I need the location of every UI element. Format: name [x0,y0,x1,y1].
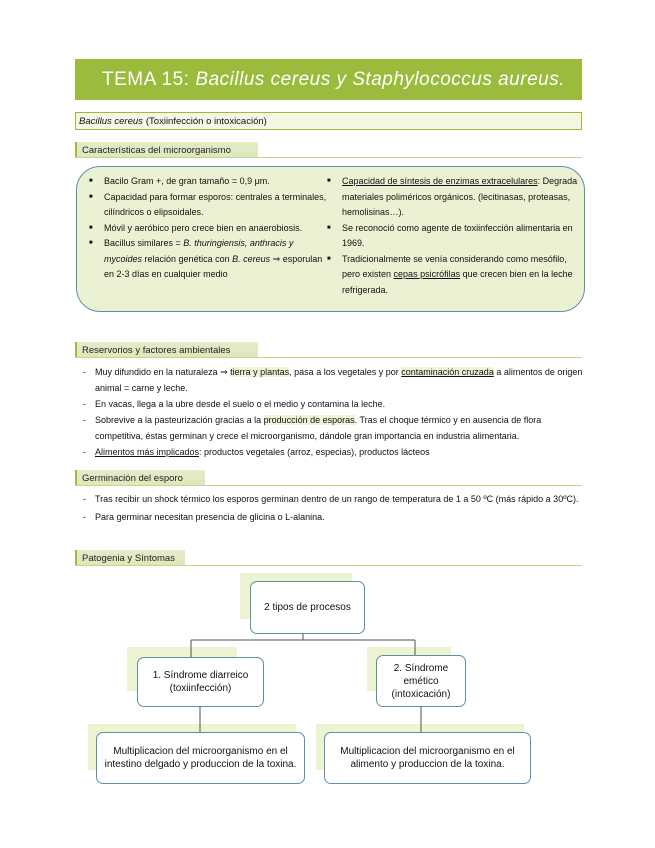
diagram-diarrheal-node: 1. Síndrome diarreico (toxiinfección) [137,657,264,707]
subtitle-note: (Toxiinfección o intoxicación) [145,115,267,127]
characteristics-left-column [89,174,327,283]
section-header-patogenia: Patogenia y Síntomas [75,550,582,566]
list-item: - Alimentos más implicados: productos vegetales (arroz, especias), productos lácteos [83,447,430,457]
section-header-reservorios: Reservorios y factores ambientales [75,342,582,358]
page-title [75,59,582,100]
title-prefix: TEMA 15: [102,68,190,90]
list-item: - Muy difundido en la naturaleza ⇒ tierra y plantas, pasa a los vegetales y por contaminación cruzada a alimentos de origen animal = carne y leche. [83,367,583,393]
list-item: ■ Se reconoció como agente de toxiinfección alimentaria en 1969. [327,222,573,248]
diagram-emetic-node: 2. Síndrome emético (intoxicación) [376,655,466,707]
reservorios-list [83,364,583,460]
list-item: ■ Bacillus similares = B. thuringiensis, anthracis y mycoides relación genética con B. cereus ⇒ esporulan en 2-3 días en cualquier medio [89,238,323,279]
list-item: - Sobrevive a la pasteurización gracias a la producción de esporas. Tras el choque térmico y en ausencia de flora competitiva, éstas germinan y crece el microorganismo, dándole gran importancia en industria alimentaria. [83,415,542,441]
list-item: ■ Tradicionalmente se venía considerando como mesófilo, pero existen cepas psicrófilas que crecen bien en la leche refrigerada. [327,253,573,295]
title-organisms: Bacillus cereus y Staphylococcus aureus. [195,68,565,90]
diagram-diarrheal-leaf: Multiplicacion del microorganismo en el intestino delgado y produccion de la toxina. [96,732,305,784]
diagram-emetic-leaf: Multiplicacion del microorganismo en el alimento y produccion de la toxina. [324,732,531,784]
characteristics-right-column [327,174,579,298]
list-item: - Tras recibir un shock térmico los esporos germinan dentro de un rango de temperatura de 1 a 50 ºC (más rápido a 30ºC). [83,494,579,504]
list-item: ■ Móvil y aeróbico pero crece bien en anaerobiosis. [89,222,303,233]
section-header-caracteristicas: Características del microorganismo [75,142,582,158]
list-item: - En vacas, llega a la ubre desde el suelo o el medio y contamina la leche. [83,399,386,409]
section-header-germinacion: Germinación del esporo [75,470,582,486]
diagram-root-node: 2 tipos de procesos [250,581,365,634]
subtitle-box [75,112,582,130]
list-item: ■ Bacilo Gram +, de gran tamaño = 0,9 μm. [89,176,270,186]
germinacion-list [83,491,583,525]
list-item: ■ Capacidad de síntesis de enzimas extracelulares: Degrada materiales poliméricos orgánicos. (lecitinasas, proteasas, hemolisinas…). [327,176,578,217]
list-item: ■ Capacidad para formar esporos: centrales a terminales, cilíndricos o elipsoidales. [89,191,327,217]
characteristics-box [76,166,585,312]
subtitle-organism: Bacillus cereus [79,115,143,127]
list-item: - Para germinar necesitan presencia de glicina o L-alanina. [83,512,325,522]
